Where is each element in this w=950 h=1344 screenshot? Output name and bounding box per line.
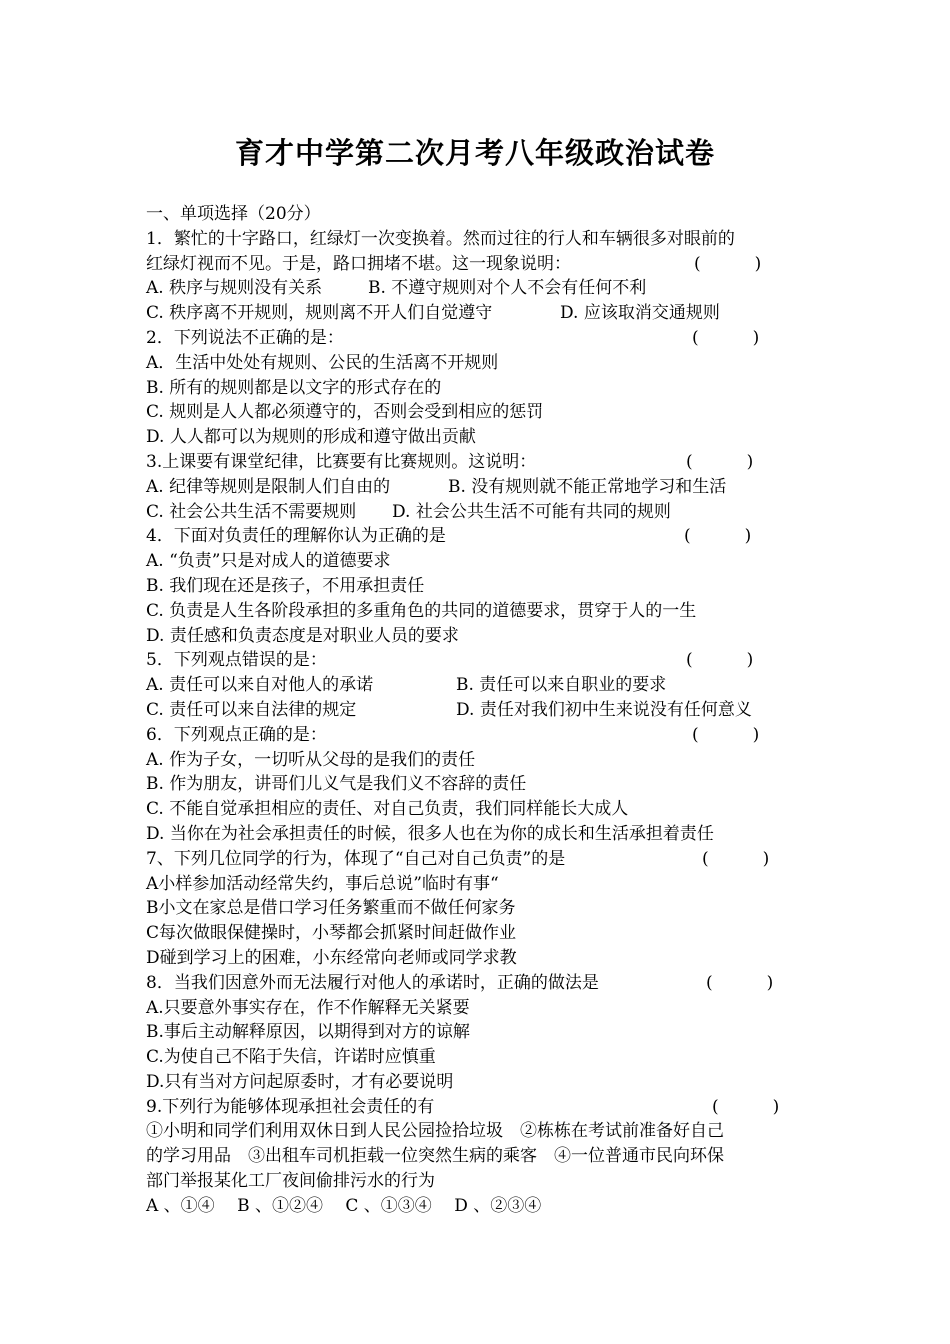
question-line	[146, 475, 816, 500]
question-line	[146, 896, 816, 921]
question-line	[146, 276, 816, 301]
line-text: B. 我们现在还是孩子，不用承担责任	[146, 575, 425, 596]
question-line	[146, 723, 816, 748]
line-text: A. 作为子女，一切听从父母的是我们的责任	[146, 749, 476, 770]
question-line	[146, 624, 816, 649]
line-text: A. “负责”只是对成人的道德要求	[146, 551, 391, 572]
question-line	[146, 1144, 816, 1169]
question-line	[146, 599, 816, 624]
question-line	[146, 1169, 816, 1194]
line-text: A小样参加活动经常失约，事后总说”临时有事“	[146, 873, 499, 894]
question-line	[146, 351, 816, 376]
question-line	[146, 326, 816, 351]
question-line	[146, 500, 816, 525]
section-heading: 一、单项选择（20分）	[146, 204, 321, 224]
answer-blank[interactable]: ( )	[706, 972, 774, 993]
line-text: A. 责任可以来自对他人的承诺	[146, 675, 374, 696]
line-text: A.只要意外事实存在，作不作解释无关紧要	[146, 997, 470, 1018]
question-line	[146, 996, 816, 1021]
question-line	[146, 227, 816, 252]
line-text: C. 社会公共生活不需要规则	[146, 501, 357, 522]
line-text: 7、下列几位同学的行为，体现了“自己对自己负责”的是	[146, 848, 566, 869]
line-text: D碰到学习上的困难，小东经常向老师或同学求教	[146, 947, 517, 968]
question-line	[146, 673, 816, 698]
answer-blank[interactable]: ( )	[692, 327, 760, 348]
line-text: C. 负责是人生各阶段承担的多重角色的共同的道德要求，贯穿于人的一生	[146, 600, 697, 621]
answer-blank[interactable]: ( )	[694, 253, 762, 274]
question-line	[146, 1020, 816, 1045]
question-lines	[146, 227, 816, 1219]
question-line	[146, 574, 816, 599]
question-line	[146, 425, 816, 450]
line-text: 2．下列说法不正确的是：	[146, 327, 344, 348]
answer-blank[interactable]: ( )	[692, 724, 760, 745]
line-text: 部门举报某化工厂夜间偷排污水的行为	[146, 1171, 435, 1192]
line-text: B. 所有的规则都是以文字的形式存在的	[146, 377, 442, 398]
line-text: 1．繁忙的十字路口，红绿灯一次变换着。然而过往的行人和车辆很多对眼前的	[146, 228, 735, 249]
option-text: D. 责任对我们初中生来说没有任何意义	[456, 699, 752, 720]
option-text: B. 没有规则就不能正常地学习和生活	[448, 476, 727, 497]
line-text: C. 秩序离不开规则，规则离不开人们自觉遵守	[146, 303, 493, 324]
answer-blank[interactable]: ( )	[686, 650, 754, 671]
question-line	[146, 772, 816, 797]
answer-blank[interactable]: ( )	[686, 451, 754, 472]
option-text: B. 责任可以来自职业的要求	[456, 675, 667, 696]
question-line	[146, 1070, 816, 1095]
question-line	[146, 1095, 816, 1120]
line-text: A. 秩序与规则没有关系	[146, 278, 323, 299]
question-line	[146, 1045, 816, 1070]
exam-content	[146, 202, 816, 1219]
line-text: D. 责任感和负责态度是对职业人员的要求	[146, 625, 459, 646]
line-text: 红绿灯视而不见。于是，路口拥堵不堪。这一现象说明：	[146, 253, 571, 274]
line-text: 8．当我们因意外而无法履行对他人的承诺时，正确的做法是	[146, 972, 599, 993]
line-text: C. 责任可以来自法律的规定	[146, 699, 357, 720]
question-line	[146, 921, 816, 946]
line-text: 的学习用品 ③出租车司机拒载一位突然生病的乘客 ④一位普通市民向环保	[146, 1146, 724, 1167]
line-text: A．生活中处处有规则、公民的生活离不开规则	[146, 352, 499, 373]
line-text: 5．下列观点错误的是：	[146, 650, 327, 671]
line-text: B.事后主动解释原因，以期得到对方的谅解	[146, 1022, 470, 1043]
question-line	[146, 1119, 816, 1144]
question-line	[146, 524, 816, 549]
line-text: D. 人人都可以为规则的形成和遵守做出贡献	[146, 427, 476, 448]
answer-blank[interactable]: ( )	[684, 526, 752, 547]
line-text: C.为使自己不陷于失信，许诺时应慎重	[146, 1047, 436, 1068]
question-line	[146, 450, 816, 475]
question-line	[146, 971, 816, 996]
line-text: C. 规则是人人都必须遵守的，否则会受到相应的惩罚	[146, 402, 544, 423]
line-text: 4．下面对负责任的理解你认为正确的是	[146, 526, 446, 547]
line-text: B. 作为朋友，讲哥们儿义气是我们义不容辞的责任	[146, 774, 527, 795]
line-text: D.只有当对方问起原委时，才有必要说明	[146, 1071, 454, 1092]
question-line	[146, 872, 816, 897]
question-line	[146, 252, 816, 277]
line-text: B小文在家总是借口学习任务繁重而不做任何家务	[146, 898, 516, 919]
question-line	[146, 822, 816, 847]
line-text: A. 纪律等规则是限制人们自由的	[146, 476, 391, 497]
question-line	[146, 847, 816, 872]
line-text: 3.上课要有课堂纪律，比赛要有比赛规则。这说明：	[146, 451, 537, 472]
line-text: C. 不能自觉承担相应的责任、对自己负责，我们同样能长大成人	[146, 799, 629, 820]
question-line	[146, 376, 816, 401]
question-line	[146, 1194, 816, 1219]
answer-blank[interactable]: ( )	[702, 848, 770, 869]
line-text: C每次做眼保健操时，小琴都会抓紧时间赶做作业	[146, 923, 517, 944]
line-text: 6．下列观点正确的是：	[146, 724, 327, 745]
option-text: D. 应该取消交通规则	[560, 303, 720, 324]
line-text: A 、①④ B 、①②④ C 、①③④ D 、②③④	[146, 1195, 542, 1216]
question-line	[146, 549, 816, 574]
line-text: ①小明和同学们利用双休日到人民公园捡拾垃圾 ②栋栋在考试前准备好自己	[146, 1121, 724, 1142]
line-text: D. 当你在为社会承担责任的时候，很多人也在为你的成长和生活承担着责任	[146, 823, 714, 844]
exam-title: 育才中学第二次月考八年级政治试卷	[234, 136, 715, 170]
question-line	[146, 648, 816, 673]
question-line	[146, 946, 816, 971]
question-line	[146, 698, 816, 723]
question-line	[146, 797, 816, 822]
question-line	[146, 748, 816, 773]
option-text: D. 社会公共生活不可能有共同的规则	[392, 501, 671, 522]
question-line	[146, 301, 816, 326]
answer-blank[interactable]: ( )	[712, 1096, 780, 1117]
line-text: 9.下列行为能够体现承担社会责任的有	[146, 1096, 435, 1117]
question-line	[146, 400, 816, 425]
option-text: B. 不遵守规则对个人不会有任何不利	[368, 278, 647, 299]
